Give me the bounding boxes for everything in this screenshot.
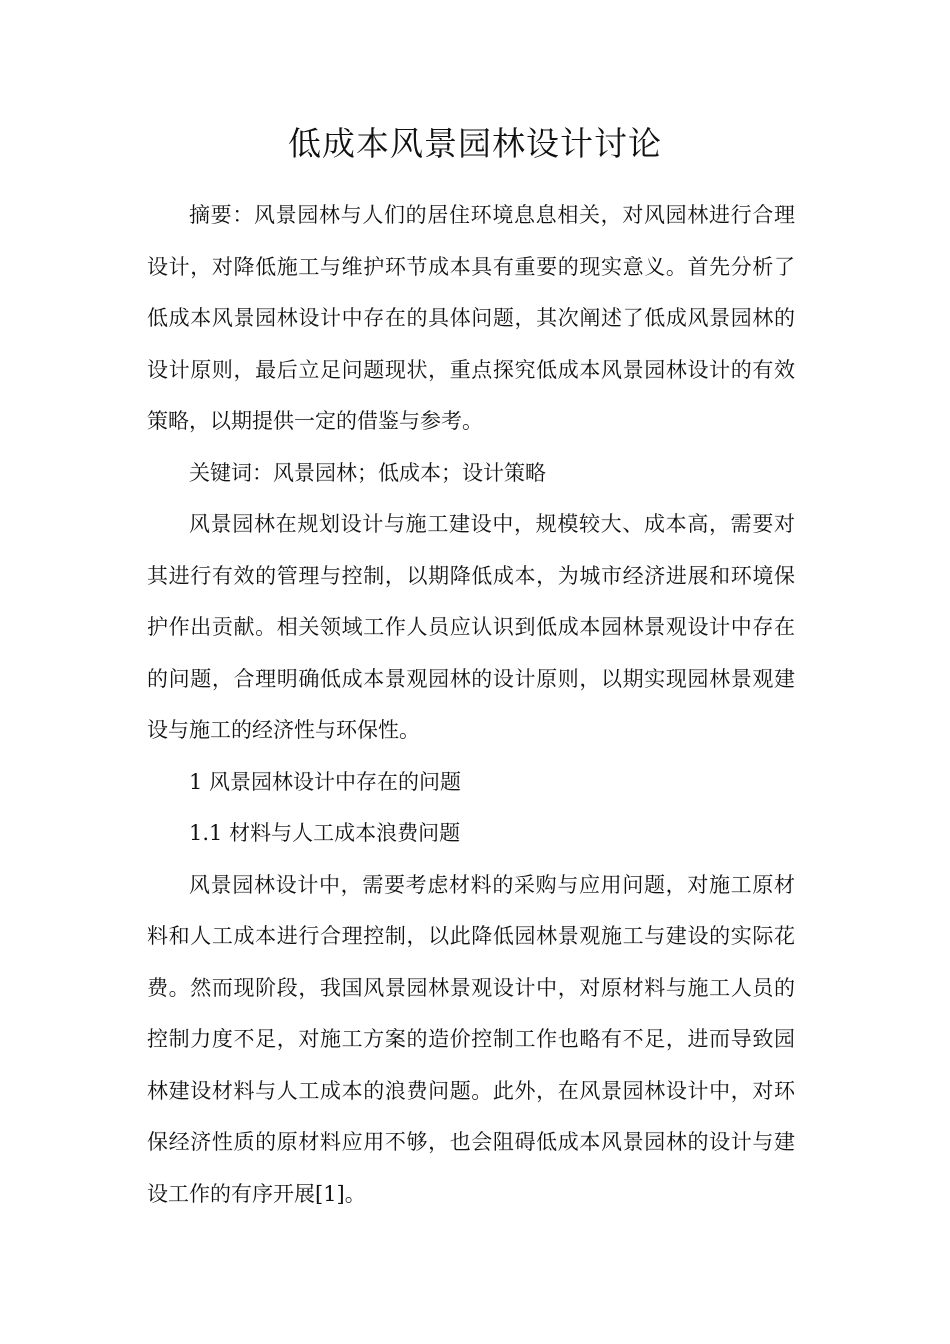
document-title: 低成本风景园林设计讨论 [288,124,662,163]
intro-paragraph: 风景园林在规划设计与施工建设中，规模较大、成本高，需要对其进行有效的管理与控制，以期降低成本，为城市经济进展和环境保护作出贡献。相关领域工作人员应认识到低成本园林景观设计中存在的问题，合理明确低成本景观园林的设计原则，以期实现园林景观建设与施工的经济性与环保性。 [147,512,795,742]
section-heading: 1 风景园林设计中存在的问题 [189,769,462,794]
abstract-paragraph: 摘要：风景园林与人们的居住环境息息相关，对风园林进行合理设计，对降低施工与维护环节成本具有重要的现实意义。首先分析了低成本风景园林设计中存在的具体问题，其次阐述了低成风景园林的设计原则，最后立足问题现状，重点探究低成本风景园林设计的有效策略，以期提供一定的借鉴与参考。 [147,203,795,433]
subsection-heading: 1.1 材料与人工成本浪费问题 [189,821,461,845]
keywords-paragraph: 关键词：风景园林；低成本；设计策略 [189,460,546,485]
document-body [147,190,795,1220]
body-paragraph: 风景园林设计中，需要考虑材料的采购与应用问题，对施工原材料和人工成本进行合理控制，以此降低园林景观施工与建设的实际花费。然而现阶段，我国风景园林景观设计中，对原材料与施工人员的控制力度不足，对施工方案的造价控制工作也略有不足，进而导致园林建设材料与人工成本的浪费问题。此外，在风景园林设计中，对环保经济性质的原材料应用不够，也会阻碍低成本风景园林的设计与建设工作的有序开展[1]。 [147,872,795,1206]
